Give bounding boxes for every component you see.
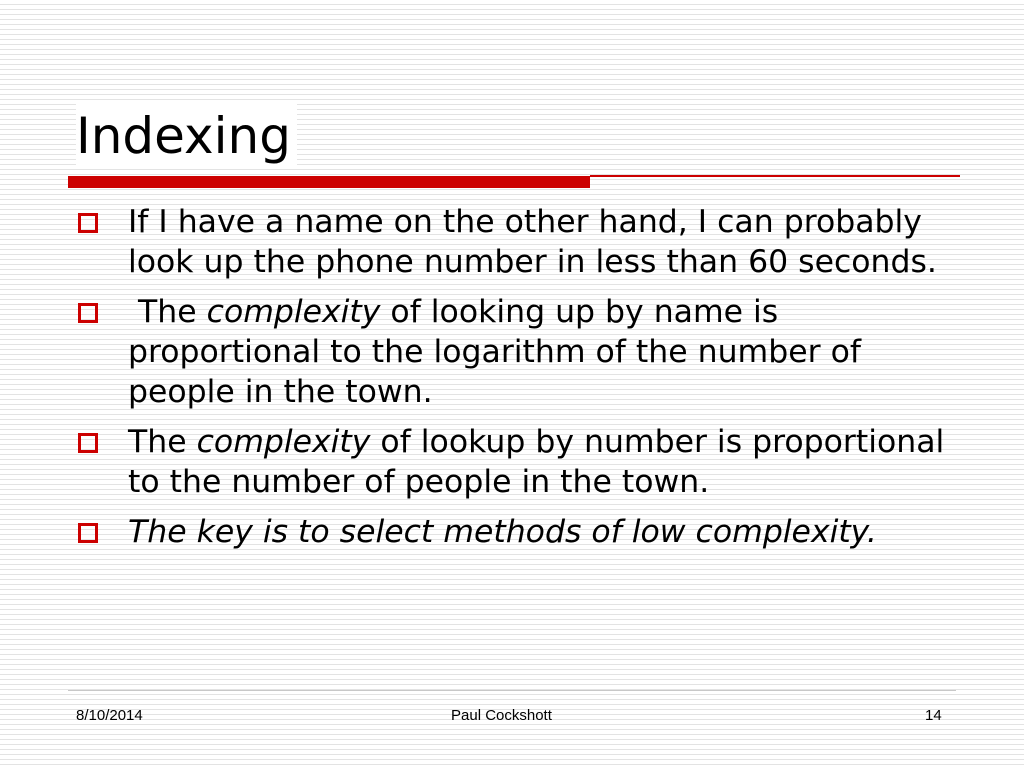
- hollow-square-icon: [78, 433, 98, 453]
- bullet-text-segment: The: [128, 294, 207, 330]
- title-underline-thick: [68, 176, 590, 188]
- bullet-text-segment: of lookup by number is proportional to the number of people in the town.: [128, 424, 955, 500]
- bullet-text: [128, 292, 962, 412]
- footer-divider: [68, 690, 956, 691]
- footer-author: Paul Cockshott: [451, 707, 552, 724]
- bullet-text: [128, 512, 962, 552]
- slide-title: Indexing: [76, 104, 297, 168]
- bullet-item: [72, 422, 962, 502]
- footer-page-number: 14: [925, 707, 942, 724]
- bullet-text-emphasis: complexity: [206, 294, 381, 330]
- hollow-square-icon: [78, 213, 98, 233]
- title-underline-thin: [590, 175, 960, 177]
- footer-date: 8/10/2014: [76, 707, 143, 724]
- hollow-square-icon: [78, 523, 98, 543]
- bullet-text: [128, 422, 962, 502]
- bullet-text-segment: If I have a name on the other hand, I can probably look up the phone number in less than 60 seconds.: [128, 204, 937, 280]
- bullet-text-segment: of looking up by name is proportional to the logarithm of the number of people in the town.: [128, 294, 871, 410]
- bullet-text-segment: The: [128, 424, 197, 460]
- bullet-item: [72, 202, 962, 282]
- bullet-text-emphasis: complexity: [196, 424, 371, 460]
- hollow-square-icon: [78, 303, 98, 323]
- bullet-list: [72, 202, 962, 562]
- bullet-item: [72, 512, 962, 552]
- bullet-text-emphasis: The key is to select methods of low complexity.: [128, 514, 877, 550]
- bullet-item: [72, 292, 962, 412]
- bullet-text: [128, 202, 962, 282]
